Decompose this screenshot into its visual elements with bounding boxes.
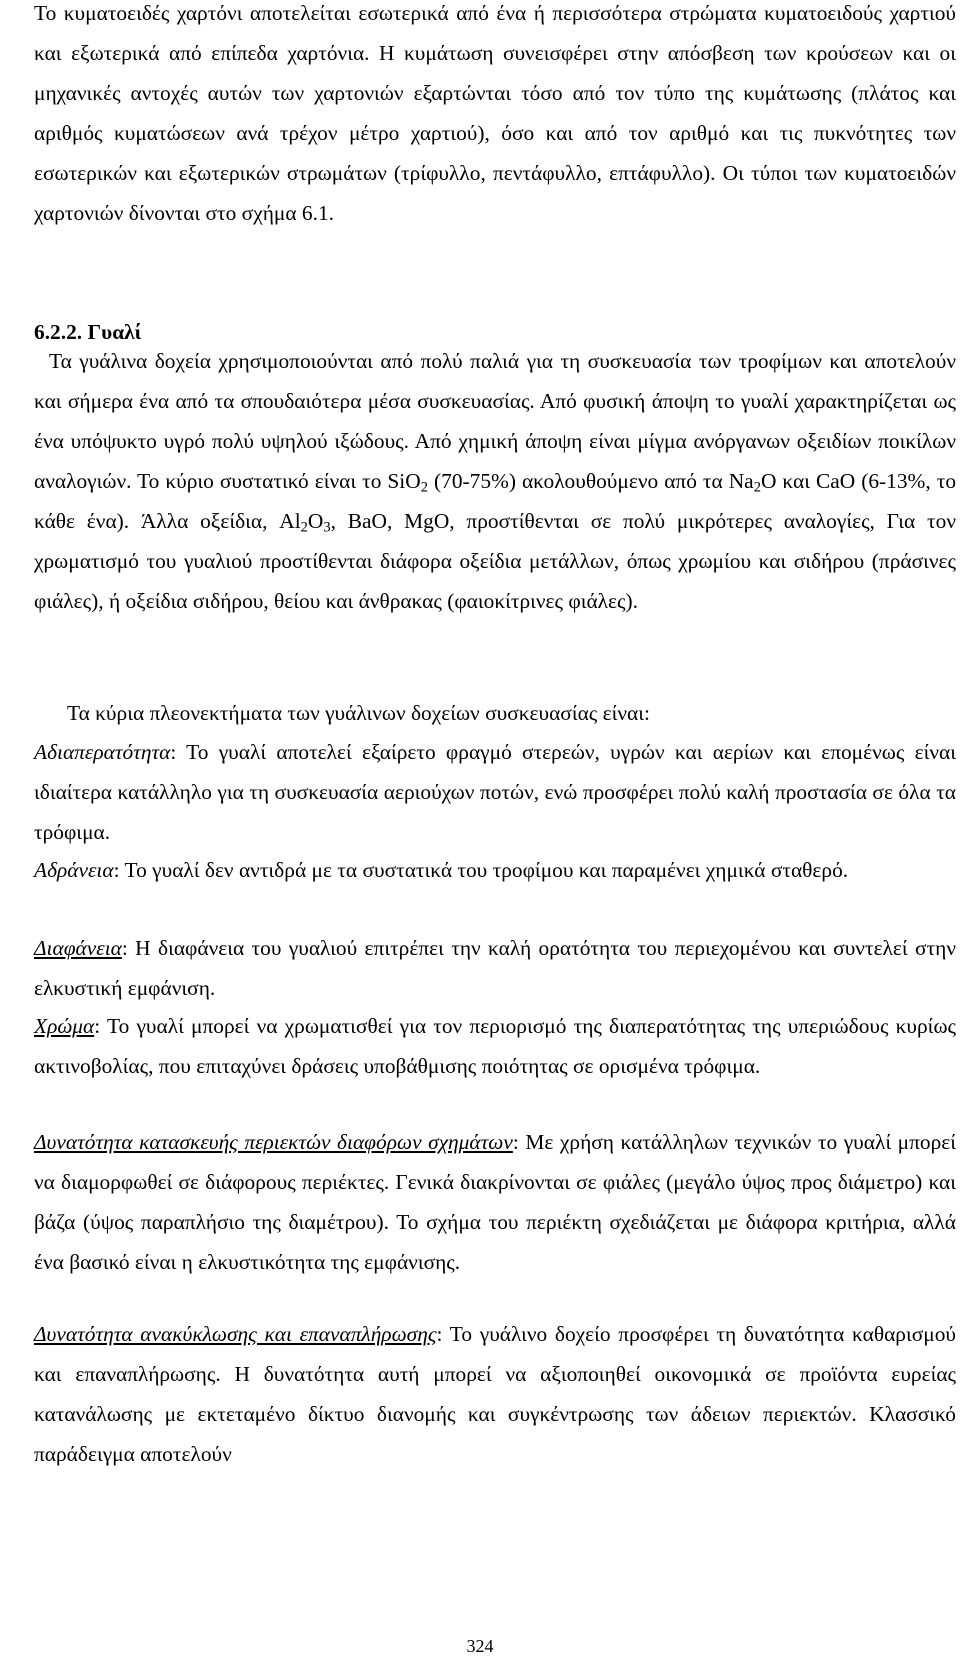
advantages-intro: Τα κύρια πλεονεκτήματα των γυάλινων δοχείων συσκευασίας είναι: xyxy=(67,701,650,725)
section-heading-glass: 6.2.2. Γυαλί xyxy=(34,320,142,344)
term-impermeability: Αδιαπερατότητα xyxy=(34,740,171,764)
advantage-colour xyxy=(34,1006,956,1086)
advantage-shapes xyxy=(34,1122,956,1282)
subscript: 2 xyxy=(753,479,761,496)
advantage-impermeability xyxy=(34,732,956,852)
paragraph-glass-composition xyxy=(34,341,956,621)
glass-text-5: , BaO, MgO, προστίθενται σε πολύ μικρότερες αναλογίες, Για τον χρωματισμό του γυαλιού προστίθενται διάφορα οξείδια μετάλλων, όπως χρωμίου και σιδήρου (πράσινες φιάλες), ή οξείδια σιδήρου, θείου και άνθρακας (φαιοκίτρινες φιάλες). xyxy=(34,509,956,613)
term-recycling: Δυνατότητα ανακύκλωσης και επαναπλήρωσης xyxy=(34,1322,437,1346)
term-colour: Χρώμα xyxy=(34,1014,95,1038)
glass-text-1: Τα γυάλινα δοχεία χρησιμοποιούνται από πολύ παλιά για τη συσκευασία των τροφίμων και αποτελούν και σήμερα ένα από τα σπουδαιότερα μέσα συσκευασίας. Από φυσική άποψη το γυαλί χαρακτηρίζεται ως ένα υπόψυκτο υγρό πολύ υψηλού ιξώδους. Από χημική άποψη είναι μίγμα ανόργανων οξειδίων ποικίλων αναλογιών. Το κύριο συστατικό είναι το SiO xyxy=(34,349,956,493)
definition-text: : Η διαφάνεια του γυαλιού επιτρέπει την καλή ορατότητα του περιεχομένου και συντελεί στην ελκυστική εμφάνιση. xyxy=(34,936,956,1000)
page-number: 324 xyxy=(466,1636,494,1656)
subscript: 3 xyxy=(323,519,331,536)
term-inertness: Αδράνεια xyxy=(34,858,114,882)
glass-text-3: O και CaO (6-13%, το κάθε ένα). Άλλα οξείδια, Al xyxy=(34,469,957,533)
advantage-inertness xyxy=(34,850,956,890)
advantage-recycling xyxy=(34,1314,956,1474)
definition-text: : Το γυαλί αποτελεί εξαίρετο φραγμό στερεών, υγρών και αερίων και επομένως είναι ιδιαίτερα κατάλληλο για τη συσκευασία αεριούχων ποτών, ενώ προσφέρει πολύ καλή προστασία σε όλα τα τρόφιμα. xyxy=(34,740,956,844)
term-shapes: Δυνατότητα κατασκευής περιεκτών διαφόρων σχημάτων xyxy=(34,1130,513,1154)
definition-text: : Με χρήση κατάλληλων τεχνικών το γυαλί μπορεί να διαμορφωθεί σε διάφορους περιέκτες. Γενικά διακρίνονται σε φιάλες (μεγάλο ύψος προς διάμετρο) και βάζα (ύψος παραπλήσιο της διαμέτρου). Το σχήμα του περιέκτη σχεδιάζεται με διάφορα κριτήρια, αλλά ένα βασικό είναι η ελκυστικότητα της εμφάνισης. xyxy=(34,1130,956,1274)
glass-text-4: O xyxy=(307,509,324,533)
advantage-transparency xyxy=(34,928,956,1008)
paragraph-corrugated-board: Το κυματοειδές χαρτόνι αποτελείται εσωτερικά από ένα ή περισσότερα στρώματα κυματοειδούς χαρτιού και εξωτερικά από επίπεδα χαρτόνια. Η κυμάτωση συνεισφέρει στην απόσβεση των κρούσεων και οι μηχανικές αντοχές αυτών των χαρτονιών εξαρτώνται τόσο από τον τύπο της κυμάτωσης (πλάτος και αριθμός κυματώσεων ανά τρέχον μέτρο χαρτιού), όσο και από τον αριθμό και τις πυκνότητες των εσωτερικών και εξωτερικών στρωμάτων (τρίφυλλο, πεντάφυλλο, επτάφυλλο). Οι τύποι των κυματοειδών χαρτονιών δίνονται στο σχήμα 6.1. xyxy=(34,1,956,225)
definition-text: : Το γυαλί δεν αντιδρά με τα συστατικά του τροφίμου και παραμένει χημικά σταθερό. xyxy=(113,858,849,882)
definition-text: : Το γυαλί μπορεί να χρωματισθεί για τον περιορισμό της διαπερατότητας της υπεριώδους κυρίως ακτινοβολίας, που επιταχύνει δράσεις υποβάθμισης ποιότητας σε ορισμένα τρόφιμα. xyxy=(34,1014,956,1078)
glass-text-2: (70-75%) ακολουθούμενο από τα Na xyxy=(427,469,754,493)
definition-text: : Το γυάλινο δοχείο προσφέρει τη δυνατότητα καθαρισμού και επαναπλήρωσης. Η δυνατότητα αυτή μπορεί να αξιοποιηθεί οικονομικά σε προϊόντα ευρείας κατανάλωσης με εκτεταμένο δίκτυο διανομής και συγκέντρωσης των άδειων περιεκτών. Κλασσικό παράδειγμα αποτελούν xyxy=(34,1322,956,1466)
subscript: 2 xyxy=(420,479,428,496)
term-transparency: Διαφάνεια xyxy=(34,936,122,960)
subscript: 2 xyxy=(300,519,308,536)
